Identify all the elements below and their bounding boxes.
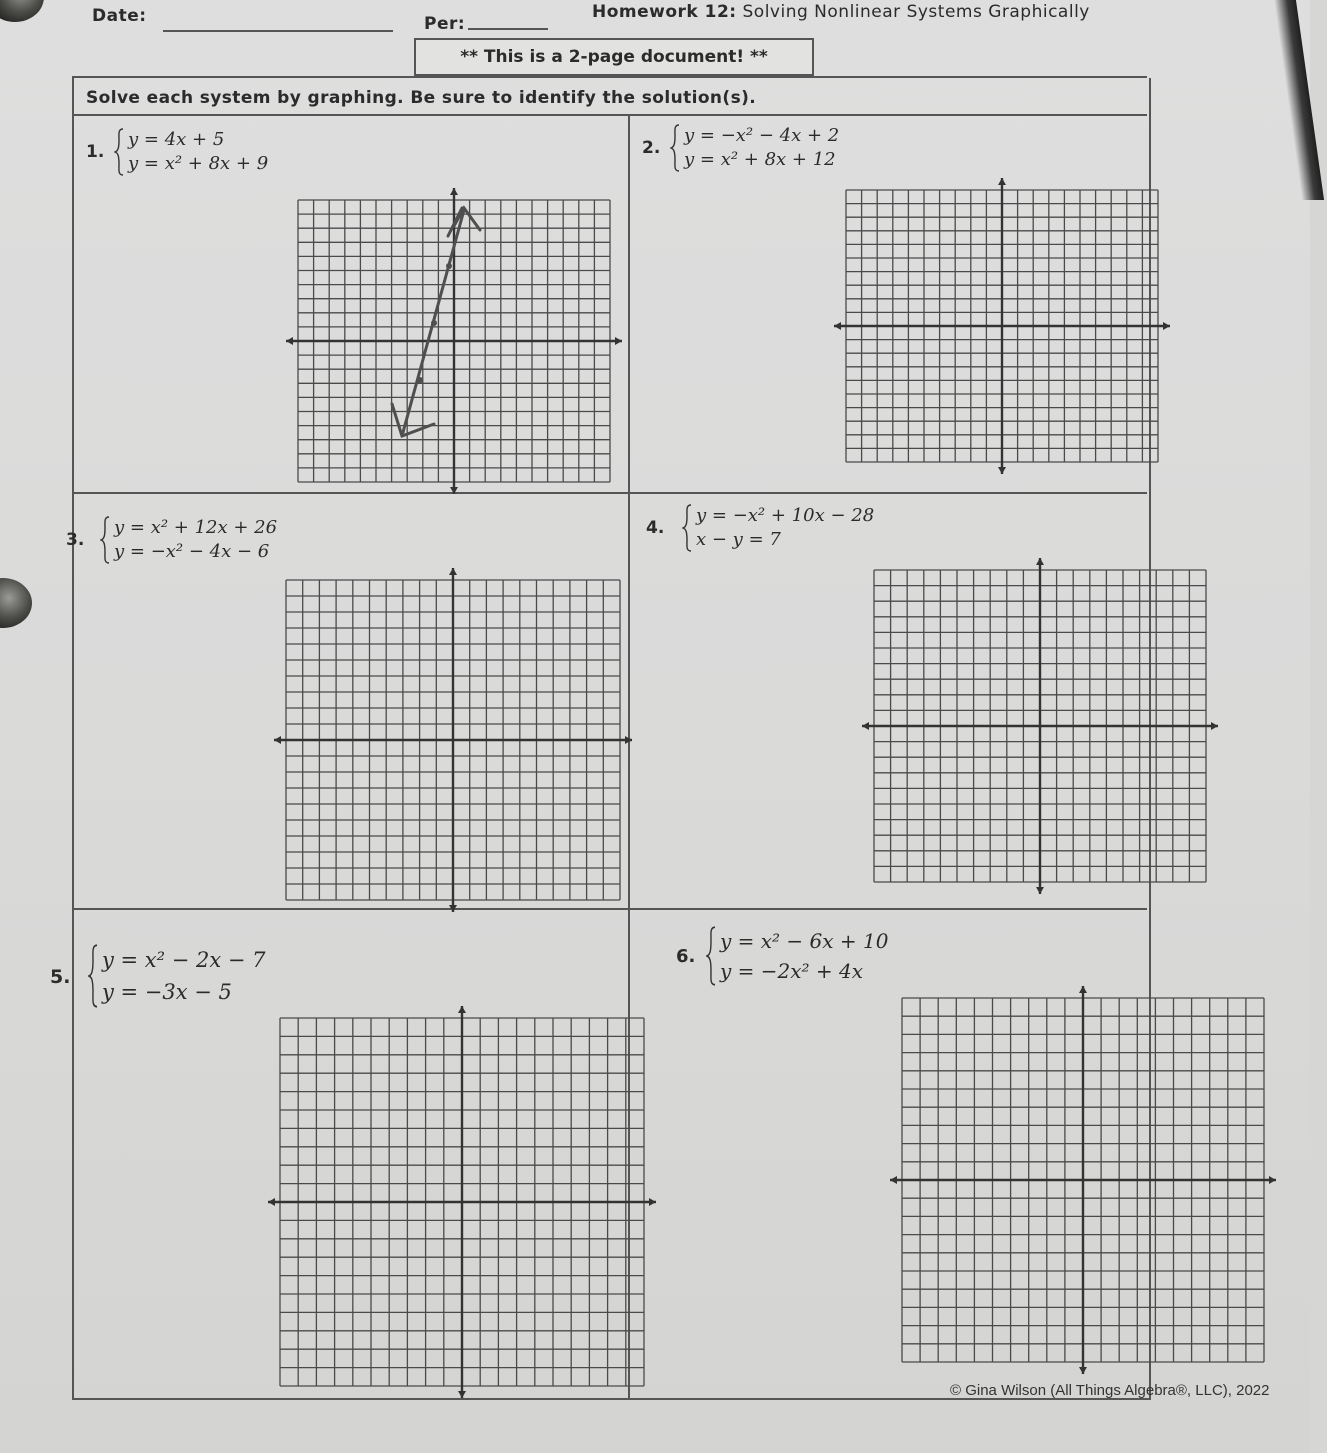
equation-2: y = −2x² + 4x <box>720 959 864 983</box>
title-topic: Solving Nonlinear Systems Graphically <box>736 2 1090 22</box>
coordinate-grid-2[interactable] <box>832 176 1172 476</box>
period-blank[interactable] <box>468 28 548 30</box>
grid-svg <box>860 556 1220 896</box>
equation-1: y = −x² − 4x + 2 <box>684 125 840 146</box>
page-edge-shadow <box>1274 0 1324 200</box>
copyright-notice: © Gina Wilson (All Things Algebra®, LLC), 2022 <box>950 1382 1270 1399</box>
equation-1: y = x² + 12x + 26 <box>114 517 278 538</box>
equation-2: y = −3x − 5 <box>102 980 232 1004</box>
equation-2: x − y = 7 <box>696 529 781 550</box>
brace-icon <box>682 504 692 552</box>
two-page-notice: ** This is a 2-page document! ** <box>414 38 814 76</box>
grid-svg <box>832 176 1172 476</box>
equation-1: y = x² − 2x − 7 <box>102 948 266 972</box>
title-homework-number: Homework 12: <box>592 2 737 22</box>
brace-icon <box>100 516 110 564</box>
equation-system <box>88 944 266 1008</box>
date-blank[interactable] <box>163 30 393 32</box>
equation-2: y = x² + 8x + 9 <box>128 153 269 174</box>
grid-svg <box>272 566 634 914</box>
grid-svg <box>888 984 1278 1376</box>
equation-system <box>706 926 888 986</box>
binder-hole-middle <box>0 578 32 628</box>
equation-system <box>100 516 277 564</box>
equation-1: y = 4x + 5 <box>128 129 225 150</box>
problem-number: 6. <box>676 946 696 967</box>
coordinate-grid-4[interactable] <box>860 556 1220 896</box>
problem-number: 4. <box>646 518 665 538</box>
coordinate-grid-6[interactable] <box>888 984 1278 1376</box>
coordinate-grid-5[interactable] <box>266 1004 658 1400</box>
coordinate-grid-3[interactable] <box>272 566 634 914</box>
instructions-divider <box>72 114 1147 116</box>
brace-icon <box>88 944 98 1008</box>
brace-icon <box>706 926 716 986</box>
equation-system <box>682 504 874 552</box>
date-label: Date: <box>92 6 147 26</box>
grid-svg <box>266 1004 658 1400</box>
equation-system <box>114 128 268 176</box>
equation-2: y = −x² − 4x − 6 <box>114 541 270 562</box>
brace-icon <box>670 124 680 172</box>
instructions: Solve each system by graphing. Be sure to identify the solution(s). <box>86 88 757 108</box>
equation-2: y = x² + 8x + 12 <box>684 149 836 170</box>
problem-number: 3. <box>66 530 85 550</box>
problem-number: 2. <box>642 138 661 158</box>
equation-1: y = −x² + 10x − 28 <box>696 505 875 526</box>
period-label: Per: <box>424 14 466 34</box>
grid-svg <box>284 186 624 496</box>
equation-system <box>670 124 839 172</box>
coordinate-grid-1[interactable] <box>284 186 624 496</box>
equation-1: y = x² − 6x + 10 <box>720 929 889 953</box>
binder-hole-top <box>0 0 44 22</box>
brace-icon <box>114 128 124 176</box>
worksheet-title <box>592 2 1090 22</box>
problem-number: 1. <box>86 142 105 162</box>
problem-number: 5. <box>50 966 71 988</box>
